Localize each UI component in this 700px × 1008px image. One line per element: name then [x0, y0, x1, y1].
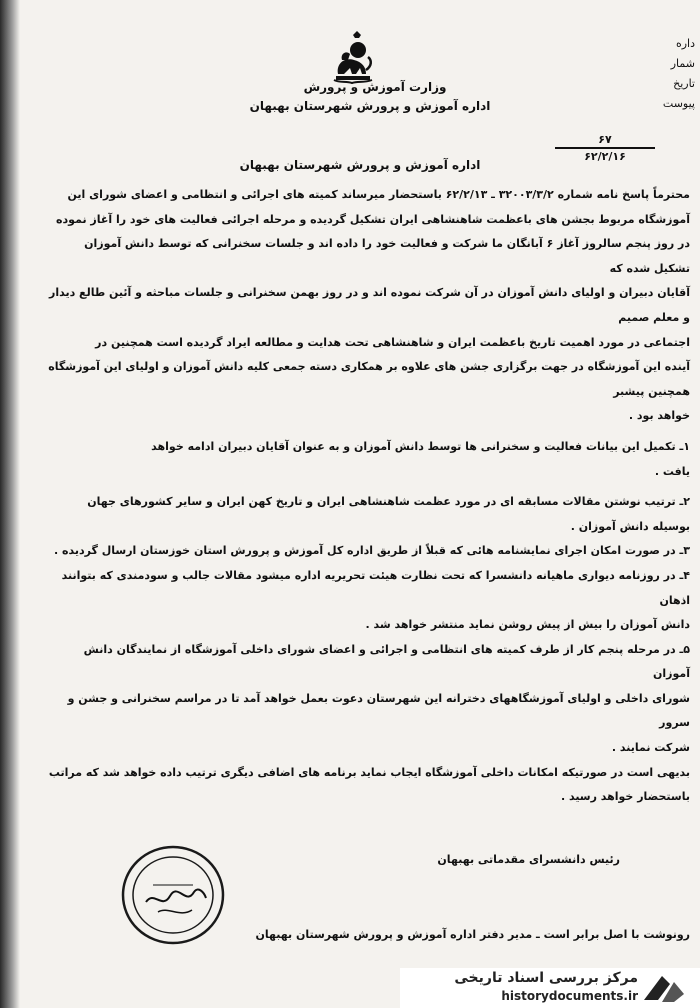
- meta-field: تاریخ: [673, 77, 695, 90]
- item-line: دانش آموزان را بیش از پیش روشن نماید منتشر خواهد شد .: [365, 618, 690, 632]
- item-line: ۲ـ ترتیب نوشتن مقالات مسابقه ای در مورد عظمت شاهنشاهی ایران و تاریخ کهن ایران و سایر کشورهای جهان: [87, 495, 690, 509]
- item-line: ۳ـ در صورت امکان اجرای نمایشنامه هائی که قبلاً از طریق اداره کل آموزش و پرورش استان خوزستان ارسال گردیده .: [54, 544, 690, 558]
- body-line: آقایان دبیران و اولیای دانش آموزان در آن شرکت نموده اند و در روز بهمن سخنرانی و جلسات مباحثه و آئین طالع دیدار و معلم صمیم: [49, 286, 690, 324]
- lion-and-sun-emblem-icon: [332, 30, 374, 84]
- meta-field: پیوست: [662, 97, 695, 110]
- watermark-name: مرکز بررسی اسناد تاریخی: [454, 970, 638, 986]
- addressee: اداره آموزش و پرورش شهرستان بهبهان: [239, 158, 481, 172]
- item-line: ۱ـ تکمیل این بیانات فعالیت و سخنرانی ها توسط دانش آموزان و به عنوان آقایان دبیران ادامه خواهد: [151, 439, 690, 453]
- item-line: شورای داخلی و اولیای آموزشگاههای دخترانه این شهرستان دعوت بعمل خواهد آمد تا در مراسم سخنرانی و جشن و سرور: [67, 691, 690, 730]
- watermark-site: historydocuments.ir: [501, 989, 638, 1003]
- copy-note: رونوشت با اصل برابر است ـ مدیر دفتر اداره آموزش و پرورش شهرستان بهبهان: [255, 928, 690, 941]
- reference-number: ۶۷: [598, 133, 612, 146]
- body-line: محترماً پاسخ نامه شماره ۳۲۰۰۳/۳/۲ ـ ۶۲/۲/۱۳ باستحضار میرساند کمیته های اجرائی و انتظامی و اعضای شورای این: [67, 188, 690, 201]
- signer-title: رئیس دانشسرای مقدماتی بهبهان: [437, 853, 620, 866]
- body-line: اجتماعی در مورد اهمیت تاریخ باعظمت ایران و شاهنشاهی تحت هدایت و مطالعه ایراد گردیده است همچنین در: [95, 335, 690, 349]
- body-line: آینده این آموزشگاه در جهت برگزاری جشن های علاوه بر همکاری دسته جمعی کلیه دانش آموزان و اولیای این آموزشگاه همچنین پیشبر: [48, 360, 690, 398]
- meta-field: شمار: [670, 57, 695, 70]
- item-line: شرکت نمایند .: [611, 741, 690, 755]
- reference-divider: [555, 147, 655, 149]
- body-line: خواهد بود .: [628, 409, 690, 423]
- ministry-title: وزارت آموزش و پرورش: [303, 80, 447, 94]
- office-title: اداره آموزش و پرورش شهرستان بهبهان: [249, 99, 491, 113]
- archive-logo-icon: [640, 972, 688, 1006]
- letter-body: [45, 183, 690, 810]
- body-line: آموزشگاه مربوط بجشن های باعظمت شاهنشاهی ایران تشکیل گردیده و مرحله اجرائی فعالیت های خود را آغاز نموده: [56, 212, 690, 226]
- item-line: باستحضار خواهد رسید .: [560, 790, 690, 804]
- meta-field: داره: [675, 37, 695, 50]
- reference-date: ۶۲/۲/۱۶: [584, 150, 626, 163]
- meta-fields: [620, 34, 695, 114]
- item-line: بوسیله دانش آموزان .: [570, 519, 690, 533]
- item-line: ۵ـ در مرحله پنجم کار از طرف کمیته های انتظامی و اجرائی و اعضای شورای داخلی آموزشگاه از نمایندگان دانش آموزان: [83, 642, 690, 681]
- body-line: در روز پنجم سالروز آغاز ۶ آبانگان ما شرکت و فعالیت خود را داده اند و جلسات سخنرانی که توسط دانش آموزان تشکیل شده که: [84, 237, 690, 275]
- item-line: بدیهی است در صورتیکه امکانات داخلی آموزشگاه ایجاب نماید برنامه های اضافی دیگری ترتیب داده خواهد شد که مراتب: [48, 765, 690, 779]
- item-line: یافت .: [654, 464, 690, 478]
- reference-box: [545, 133, 665, 163]
- item-line: ۴ـ در روزنامه دیواری ماهیانه دانشسرا که تحت نظارت هیئت تحریریه اداره میشود مقالات جالب و سودمندی که بتوانند اذهان: [61, 568, 690, 607]
